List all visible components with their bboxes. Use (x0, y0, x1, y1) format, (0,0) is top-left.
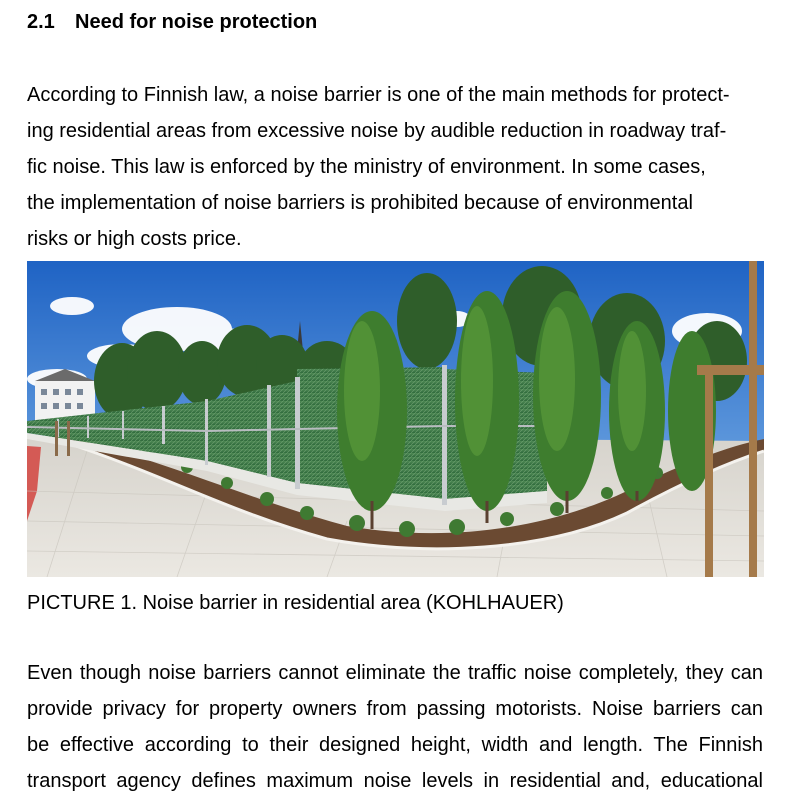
paragraph-line: fic noise. This law is enforced by the ministry of environment. In some cases, (27, 156, 706, 178)
section-heading (27, 8, 317, 36)
paragraph-line: risks or high costs price. (27, 228, 242, 250)
paragraph-line: Even though noise barriers cannot eliminate the traffic noise completely, they can (27, 662, 763, 684)
paragraph-line: provide privacy for property owners from passing motorists. Noise barriers can (27, 698, 763, 720)
figure-caption: PICTURE 1. Noise barrier in residential area (KOHLHAUER) (27, 592, 564, 614)
paragraph-intro (27, 77, 763, 257)
paragraph-line: ing residential areas from excessive noise by audible reduction in roadway traf- (27, 120, 727, 142)
paragraph-line: the implementation of noise barriers is prohibited because of environmental (27, 192, 693, 214)
paragraph-line: According to Finnish law, a noise barrier is one of the main methods for protect- (27, 84, 730, 106)
section-title: Need for noise protection (75, 11, 318, 33)
noise-barrier-photo (27, 261, 764, 577)
paragraph-continuation (27, 655, 763, 799)
section-number: 2.1 (27, 11, 55, 33)
paragraph-line: transport agency defines maximum noise levels in residential and, educational (27, 770, 763, 792)
paragraph-line: be effective according to their designed height, width and length. The Finnish (27, 734, 763, 756)
